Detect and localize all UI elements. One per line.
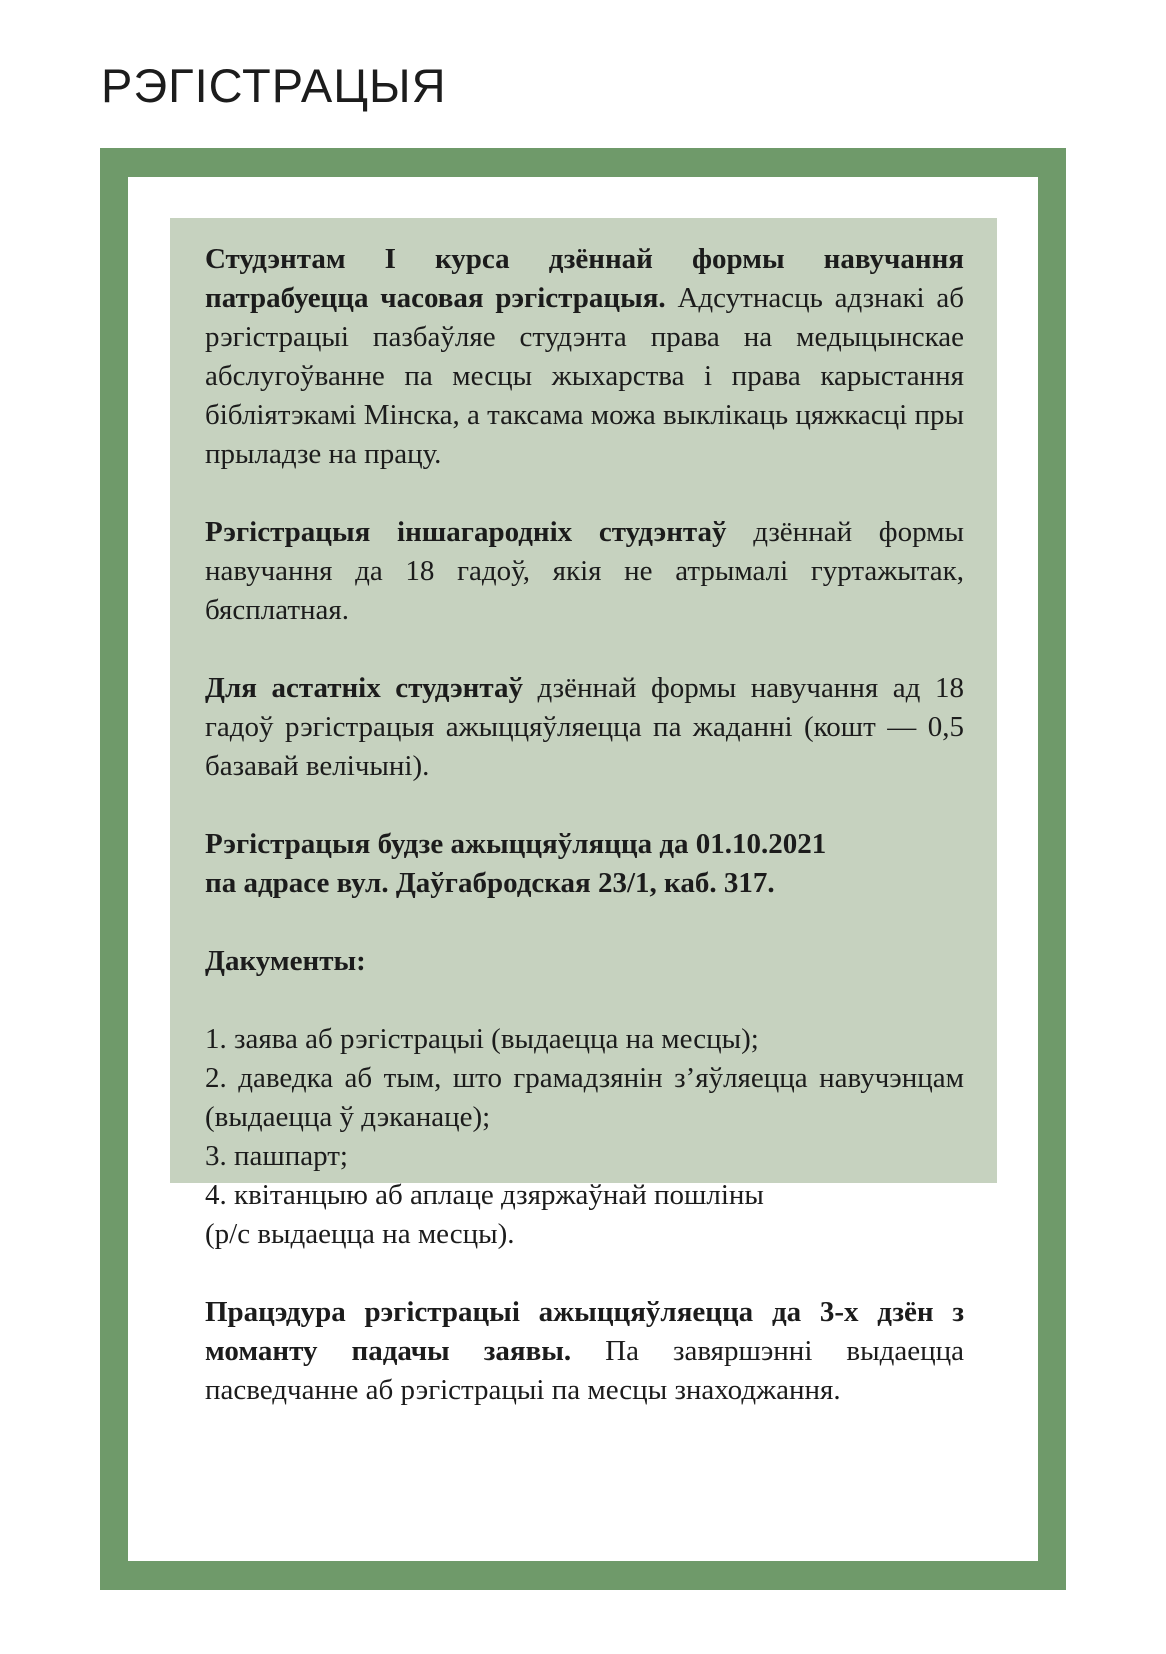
documents-list	[205, 1020, 964, 1254]
out-of-town-students-paragraph	[205, 513, 964, 630]
document-item-1: 1. заява аб рэгістрацыі (выдаецца на месцы);	[205, 1023, 759, 1055]
info-content	[205, 240, 964, 1410]
other-students-paragraph	[205, 669, 964, 786]
registration-address-line-2: па адрасе вул. Даўгабродская 23/1, каб. 317.	[205, 867, 775, 899]
other-students-bold: Для астатніх студэнтаў	[205, 672, 523, 704]
first-year-registration-bold: Студэнтам I курса дзённай формы навучання патрабуецца часовая рэгістрацыя.	[205, 243, 964, 314]
procedure-paragraph	[205, 1293, 964, 1410]
documents-heading-paragraph	[205, 942, 964, 981]
first-year-registration-paragraph	[205, 240, 964, 474]
procedure-text: Па завяршэнні выдаецца пасведчанне аб рэгістрацыі па месцы знаходжання.	[205, 1335, 964, 1406]
green-frame	[100, 148, 1066, 1590]
document-item-4-note: (р/с выдаецца на месцы).	[205, 1218, 515, 1250]
first-year-registration-text: Адсутнасць адзнакі аб рэгістрацыі пазбаўляе студэнта права на медыцынскае абслугоўванне па месцы жыхарства і права карыстання бібліятэкамі Мінска, а таксама можа выклікаць цяжкасці пры прыладзе на працу.	[205, 282, 964, 470]
other-students-text: дзённай формы навучання ад 18 гадоў рэгістрацыя ажыццяўляецца па жаданні (кошт — 0,5 базавай велічыні).	[205, 672, 964, 782]
page-title: РЭГІСТРАЦЫЯ	[101, 59, 447, 112]
document-item-3: 3. пашпарт;	[205, 1140, 348, 1172]
procedure-bold: Працэдура рэгістрацыі ажыццяўляецца да 3-х дзён з моманту падачы заявы.	[205, 1296, 964, 1367]
document-item-2: 2. даведка аб тым, што грамадзянін з’яўляецца навучэнцам (выдаецца ў дэканаце);	[205, 1062, 964, 1133]
out-of-town-students-text: дзённай формы навучання да 18 гадоў, якія не атрымалі гуртажытак, бясплатная.	[205, 516, 964, 626]
registration-deadline-line-1: Рэгістрацыя будзе ажыццяўляцца да 01.10.2021	[205, 828, 827, 860]
white-inner-frame	[128, 177, 1038, 1561]
info-panel	[170, 218, 997, 1406]
out-of-town-students-bold: Рэгістрацыя іншагародніх студэнтаў	[205, 516, 727, 548]
documents-heading: Дакументы:	[205, 945, 366, 977]
document-item-4: 4. квітанцыю аб аплаце дзяржаўнай пошліны	[205, 1179, 764, 1211]
registration-deadline-paragraph	[205, 825, 964, 903]
